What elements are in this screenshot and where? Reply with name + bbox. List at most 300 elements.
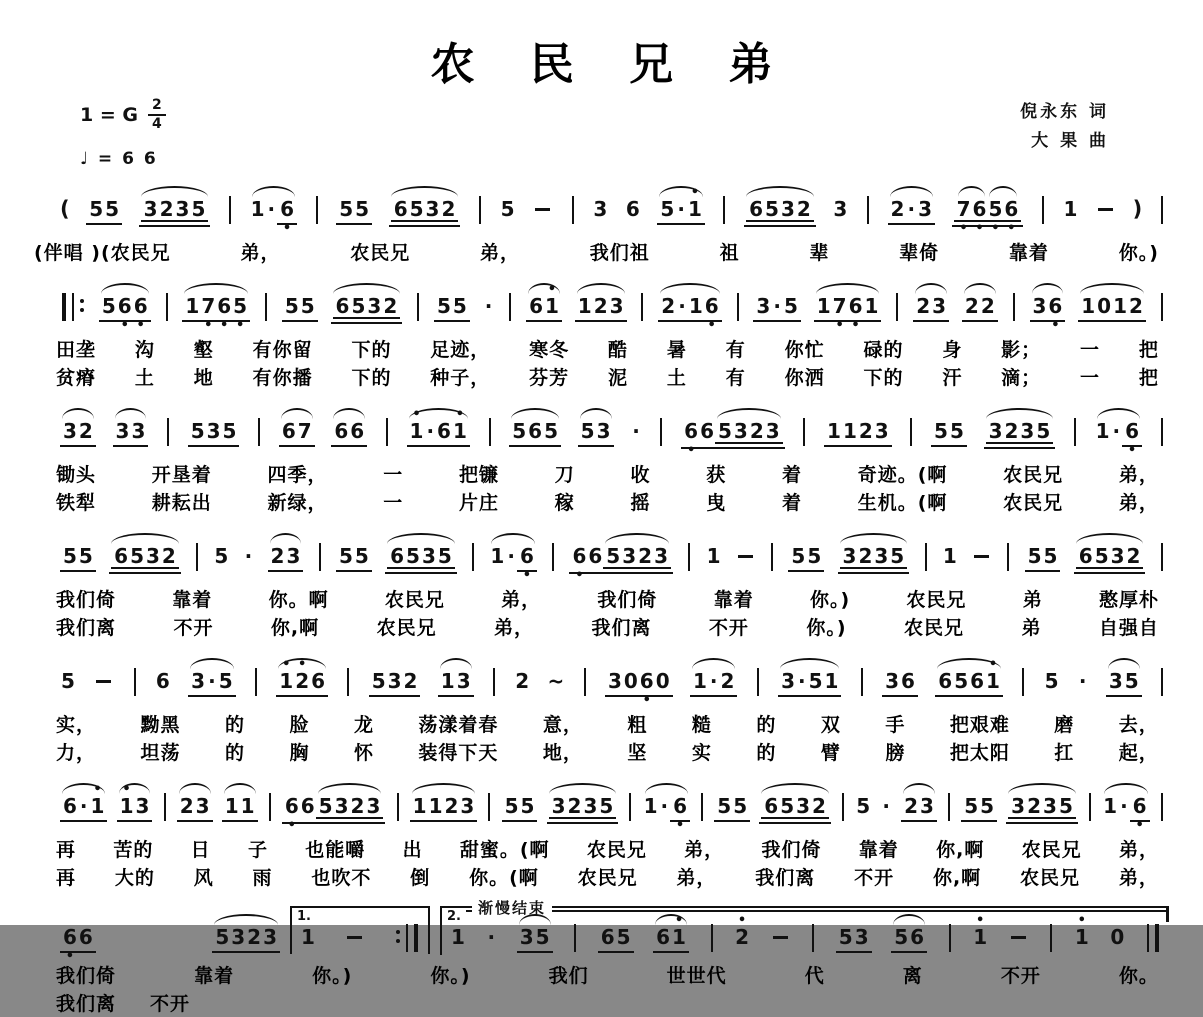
barline-stroke <box>406 924 408 952</box>
slur-arc <box>653 912 689 953</box>
barline-stroke <box>925 543 927 571</box>
barline <box>1005 545 1011 571</box>
notation-line <box>34 656 1169 710</box>
key-and-tempo <box>34 98 166 169</box>
note: 5 <box>1036 418 1051 443</box>
note: 3 <box>1032 293 1047 318</box>
lyric-group: 影； <box>1001 338 1042 361</box>
note: 5 <box>214 543 229 568</box>
note: 5 <box>808 668 823 693</box>
note: 1 <box>816 293 831 318</box>
lyric-group: 我们倚 <box>597 588 658 611</box>
octave-dot-above: • <box>297 656 307 672</box>
note: 5 <box>318 793 333 818</box>
aug-dot: · <box>484 293 493 318</box>
slur-arc <box>1006 795 1078 824</box>
note: 5 <box>535 924 550 949</box>
note: 5 <box>964 793 979 818</box>
barline-stroke <box>688 543 690 571</box>
lyric-group: 获 <box>706 463 727 486</box>
beam-group <box>434 295 470 322</box>
note: 2 <box>441 196 456 221</box>
beam-group <box>1078 295 1146 322</box>
lyric-group: 刀 <box>554 463 575 486</box>
barline-stroke <box>867 196 869 224</box>
beam-group <box>517 926 553 953</box>
lyric-group: 甜蜜。(啊 <box>459 838 550 861</box>
note: • 2 <box>735 912 750 949</box>
slur-arc <box>547 795 619 824</box>
note: 0 <box>623 668 638 693</box>
lyric-group: 农民兄 <box>350 241 411 264</box>
barline-stroke <box>509 293 511 321</box>
lyric-group: 锄头 <box>56 463 97 486</box>
barline-stroke <box>1147 924 1149 952</box>
note: 5 <box>436 293 451 318</box>
note: 3 <box>593 196 608 221</box>
note: 3 <box>622 543 637 568</box>
aug-dot: · <box>487 924 496 949</box>
note: 3 <box>1043 793 1057 818</box>
octave-dot-above: • <box>455 406 465 422</box>
lyric-group: 农民兄 <box>906 588 967 611</box>
note: 6 • <box>1125 418 1140 458</box>
aug-dot: · <box>244 543 253 568</box>
note: 5 <box>218 668 233 693</box>
slur-arc <box>60 420 96 447</box>
barline-stroke <box>386 418 388 446</box>
note: 6 • <box>673 793 688 833</box>
barline-stroke <box>319 543 321 571</box>
barline <box>709 926 715 952</box>
lyric-group: 下的 <box>863 366 904 389</box>
barline-stroke <box>167 418 169 446</box>
barline-stroke <box>479 196 481 224</box>
lyric-group: 坚 <box>627 741 648 764</box>
barline <box>384 420 390 446</box>
dash-note <box>96 680 111 683</box>
beam-group <box>387 545 455 569</box>
note: • 1 <box>279 656 294 693</box>
lyric-group: 摇 <box>630 491 651 514</box>
note: 3 <box>115 418 130 443</box>
beam-group <box>188 420 240 447</box>
note: 2 <box>964 293 979 318</box>
barline-stroke <box>701 793 703 821</box>
barline <box>1159 198 1165 224</box>
note: 2 <box>812 793 826 818</box>
note: 2 <box>1004 418 1019 443</box>
octave-dot-above: • <box>122 781 131 797</box>
barline-stroke <box>803 418 805 446</box>
octave-dot-above: • <box>975 912 985 928</box>
note: 3 <box>1020 418 1035 443</box>
note: 5 <box>520 793 535 818</box>
lyric-group: 扛 <box>1054 741 1075 764</box>
note: 2 <box>661 293 676 318</box>
note: 6 <box>350 418 365 443</box>
note: 2 <box>890 196 905 221</box>
lyric-group: 你,啊 <box>932 866 982 889</box>
slur-arc <box>984 420 1056 449</box>
lyric-group: 不开 <box>854 866 895 889</box>
slur-arc <box>509 420 561 447</box>
beam-group <box>547 795 619 824</box>
slur-arc <box>891 926 927 953</box>
barline <box>755 670 761 696</box>
note: 1 <box>185 293 200 318</box>
barline-stroke <box>910 418 912 446</box>
note: 2 <box>720 668 735 693</box>
lyric-group: 奇迹。(啊 <box>857 463 948 486</box>
repeat-dot <box>396 930 400 934</box>
barline <box>162 795 168 821</box>
note: 5 <box>437 543 452 568</box>
note: 1 <box>224 793 239 818</box>
lyric-group: 弟 <box>1022 588 1043 611</box>
note: 6 • <box>280 196 295 236</box>
note: 2 <box>1126 543 1141 568</box>
octave-dot-above: • <box>282 656 291 672</box>
note: 5 <box>284 293 299 318</box>
note: 6 <box>155 668 170 693</box>
beam-group <box>882 670 918 697</box>
note: 1 <box>428 793 443 818</box>
beam-group <box>517 543 537 583</box>
octave-dot-below: • <box>1135 817 1144 833</box>
lyrics-line <box>34 363 1169 391</box>
lyric-group: 酷 <box>608 338 629 361</box>
note: 1 <box>864 293 879 318</box>
barline-stroke <box>134 668 136 696</box>
note: 3 <box>206 418 221 443</box>
octave-dot-below: • <box>1127 442 1137 458</box>
note: 1 <box>824 668 839 693</box>
song-title: 农 民 兄 弟 <box>430 39 793 90</box>
note: 3 <box>756 293 771 318</box>
beam-group <box>913 295 949 322</box>
note: 6 <box>656 924 671 949</box>
lyric-group: 滴； <box>1001 366 1042 389</box>
note: 5 <box>512 418 527 443</box>
dash-note <box>773 936 788 939</box>
beam-group <box>502 795 538 822</box>
lyric-group: 沟 <box>134 338 155 361</box>
slur-arc <box>489 543 536 583</box>
lyric-group: 土 <box>134 366 155 389</box>
slur-arc <box>690 670 737 697</box>
note: 3 <box>874 418 889 443</box>
beam-group <box>389 198 461 227</box>
barline <box>908 420 914 446</box>
volta-number: 1. <box>297 908 311 924</box>
lyric-group: 脸 <box>289 713 310 736</box>
lyric-group: 荡漾着春 <box>418 713 499 736</box>
note: 1 <box>1063 196 1078 221</box>
system-5 <box>34 656 1169 766</box>
slur-arc <box>276 656 328 697</box>
barline-stroke <box>641 293 643 321</box>
barline <box>60 295 86 321</box>
note: 1 <box>827 418 841 443</box>
note: 6 • <box>684 418 699 458</box>
note: 3 <box>421 543 436 568</box>
lyric-group: 有你播 <box>252 366 313 389</box>
note: 6 <box>78 924 93 949</box>
note: 5 <box>222 418 237 443</box>
barline-stroke <box>861 668 863 696</box>
note: 1 <box>250 196 265 221</box>
lyrics-line <box>34 613 1169 641</box>
aug-dot: · <box>426 418 435 443</box>
lyric-group: 弟， <box>1118 463 1159 486</box>
lyric-group: 生机。(啊 <box>857 491 948 514</box>
dash-note <box>347 936 362 939</box>
octave-dot-below: • <box>686 442 696 458</box>
slur-arc <box>188 670 235 697</box>
lyric-group: 再 <box>56 866 77 889</box>
lyric-group: 农民兄 <box>904 616 965 639</box>
lyric-group: 世世代 <box>666 964 727 987</box>
lyric-group: 靠着 <box>1008 241 1049 264</box>
note: 5 <box>339 196 354 221</box>
note: 6 • <box>704 293 719 333</box>
note: 3 <box>854 924 869 949</box>
note: 3 <box>781 668 795 693</box>
barline-stroke <box>1050 924 1052 952</box>
lyric-group: 你。) <box>430 964 471 987</box>
note: 5 <box>717 418 732 443</box>
note: 3 <box>191 668 206 693</box>
barline <box>491 670 497 696</box>
barline <box>507 295 513 321</box>
note: 3 <box>842 543 857 568</box>
lyric-group: 你。(啊 <box>469 866 539 889</box>
beam-group <box>840 545 908 569</box>
beam-group <box>1074 545 1146 574</box>
lyric-group: (伴唱 )(农民兄 <box>34 241 171 264</box>
system-6 <box>34 781 1169 891</box>
beam-group <box>177 795 213 822</box>
beam-group <box>753 295 800 322</box>
note: 3 <box>885 668 900 693</box>
time-signature <box>148 98 166 133</box>
slur-arc <box>389 198 461 227</box>
aug-dot: · <box>208 668 216 693</box>
lyrics-line <box>34 488 1169 516</box>
note: 5 <box>890 543 905 568</box>
barline <box>486 795 492 821</box>
barline <box>395 795 401 821</box>
note: 1 <box>1095 418 1110 443</box>
lyric-group: 地， <box>542 741 583 764</box>
octave-dot-below: • <box>65 948 75 964</box>
barline <box>314 198 320 224</box>
note: 7 • <box>832 293 847 333</box>
note: 6 <box>1078 543 1093 568</box>
note: 3 <box>780 196 795 221</box>
paren: ) <box>1132 196 1143 221</box>
note: 3 <box>145 543 160 568</box>
slur-arc <box>279 420 315 447</box>
beam-group <box>931 420 967 447</box>
lyrics-line <box>34 961 1169 989</box>
lyric-group: 农民兄 <box>1003 463 1064 486</box>
lyric-group: 靠着 <box>194 964 235 987</box>
octave-dot-below: • <box>136 317 145 333</box>
slur-arc <box>987 196 1019 236</box>
note: 5 <box>717 793 732 818</box>
octave-dot-below: • <box>642 692 651 708</box>
barline-stroke <box>1161 196 1163 224</box>
note: 7 • <box>201 293 216 333</box>
note: 5 <box>660 196 675 221</box>
barline-stroke <box>258 418 260 446</box>
barline <box>947 926 953 952</box>
lyric-group: 下的 <box>351 366 392 389</box>
lyric-group: 身 <box>942 338 963 361</box>
lyric-group: 实 <box>691 741 712 764</box>
slur-arc <box>109 545 181 574</box>
barline-stroke <box>1161 293 1163 321</box>
slur-arc <box>643 793 690 833</box>
note: 6 • <box>1004 196 1019 236</box>
beam-group <box>60 924 96 964</box>
beam-group <box>838 545 910 574</box>
repeat-dot <box>80 308 84 312</box>
slur-arc <box>1074 545 1146 574</box>
aug-dot: · <box>882 793 890 818</box>
lyric-group: 泥 <box>608 366 629 389</box>
lyric-group: 农民兄 <box>384 588 445 611</box>
note: 2 <box>638 543 653 568</box>
lyric-group: 辈 <box>809 241 830 264</box>
lyric-group: 起， <box>1118 741 1159 764</box>
note: 6 • <box>519 543 534 583</box>
note: 3 <box>286 543 301 568</box>
note: 5 <box>300 293 315 318</box>
barline <box>686 545 692 571</box>
lyric-group: 农民兄 <box>376 616 437 639</box>
beam-group <box>141 198 209 222</box>
beam-group <box>60 545 96 572</box>
note: • 1 <box>986 656 1000 693</box>
octave-dot-below: • <box>522 567 532 583</box>
lyric-group: 你忙 <box>784 338 825 361</box>
lyric-group: 膀 <box>885 741 906 764</box>
beam-group <box>526 281 562 322</box>
note: • 2 <box>295 656 310 693</box>
lyric-group: 下的 <box>351 338 392 361</box>
beam-group <box>1030 293 1066 333</box>
lyric-group: 片庄 <box>459 491 500 514</box>
beam-group <box>385 545 457 574</box>
note: 3 <box>367 293 382 318</box>
lyric-group: 开垦着 <box>151 463 212 486</box>
slur-arc <box>578 420 614 447</box>
lyric-group: 辈倚 <box>899 241 940 264</box>
barline-stroke <box>737 293 739 321</box>
aug-dot: · <box>709 668 718 693</box>
note: 1 <box>842 418 857 443</box>
lyric-group: 芬芳 <box>529 366 570 389</box>
note: • 1 <box>409 406 424 443</box>
note: • 1 <box>687 184 702 221</box>
tilde-mark: ~ <box>547 668 565 693</box>
note: 3 <box>583 793 598 818</box>
note: 5 <box>838 924 853 949</box>
note: 2 <box>916 293 931 318</box>
barline <box>194 545 200 571</box>
lyric-group: 倒 <box>410 866 431 889</box>
note: 6 <box>281 418 296 443</box>
lyric-group: 靠着 <box>858 838 899 861</box>
barline-stroke <box>196 543 198 571</box>
beam-group <box>657 184 704 225</box>
note: 3 <box>733 418 748 443</box>
time-signature-bottom: 4 <box>151 116 162 133</box>
slur-arc <box>1102 793 1149 833</box>
lyric-group: 双 <box>820 713 841 736</box>
lyric-group: 我们离 <box>755 866 816 889</box>
beam-group <box>509 420 561 447</box>
lyric-group: 我们离 <box>591 616 652 639</box>
barline-stroke <box>229 196 231 224</box>
slur-arc <box>331 420 367 447</box>
tempo-marking: ♩ = 6 6 <box>80 148 158 169</box>
lyric-group: 足迹， <box>430 338 491 361</box>
beam-group <box>336 545 372 572</box>
barline-stroke <box>552 543 554 571</box>
beam-group <box>369 670 421 697</box>
lyric-group: 去， <box>1118 713 1159 736</box>
lyric-group: 装得下天 <box>418 741 499 764</box>
note: 1 <box>942 543 957 568</box>
lyric-group: 农民兄 <box>1020 866 1081 889</box>
barline-thick <box>1155 924 1159 952</box>
beam-group <box>109 545 181 574</box>
lyric-group: 田垄 <box>56 338 97 361</box>
slur-arc <box>182 293 250 333</box>
note: 5 • <box>233 293 248 333</box>
note: 3 <box>833 196 848 221</box>
notation-line <box>34 184 1169 238</box>
octave-dot-below: • <box>235 317 245 333</box>
beam-group <box>986 420 1054 444</box>
note: 3 <box>456 668 471 693</box>
barline <box>1159 420 1165 446</box>
lyric-group: 弟， <box>1118 866 1159 889</box>
beam-group <box>681 418 785 458</box>
note: 6 • <box>217 293 232 333</box>
lyric-group: 地 <box>193 366 214 389</box>
lyric-group: 碌的 <box>863 338 904 361</box>
note: 2 <box>403 668 418 693</box>
note: 5 <box>190 418 205 443</box>
lyric-group: 着 <box>782 463 803 486</box>
lyric-group: 弟， <box>684 838 725 861</box>
beam-group <box>759 795 831 824</box>
barline-stroke <box>166 293 168 321</box>
note: 3 <box>63 418 77 443</box>
barline-stroke <box>660 418 662 446</box>
note: 1 <box>412 793 427 818</box>
note: 5 <box>894 924 909 949</box>
note: • 1 <box>90 781 105 818</box>
note: 3 <box>988 418 1003 443</box>
note: 3 <box>387 668 402 693</box>
lyric-group: 坦荡 <box>140 741 181 764</box>
